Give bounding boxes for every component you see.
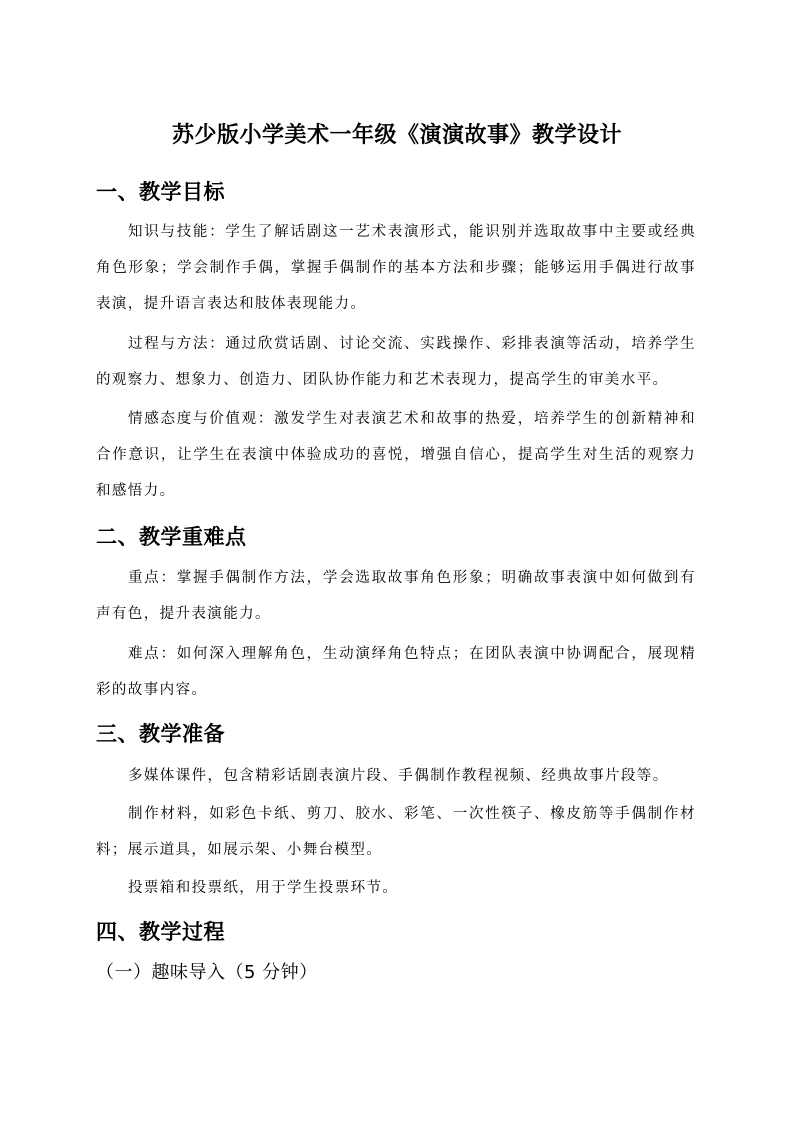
paragraph-emotion-values: 情感态度与价值观：激发学生对表演艺术和故事的热爱，培养学生的创新精神和合作意识，让学生在表演中体验成功的喜悦，增强自信心，提高学生对生活的观察力和感悟力。 [96, 411, 696, 499]
section-heading-preparation: 三、教学准备 [96, 722, 225, 746]
paragraph-key-point: 重点：掌握手偶制作方法，学会选取故事角色形象；明确故事表演中如何做到有声有色，提升表演能力。 [96, 570, 696, 622]
paragraph-ballot-box: 投票箱和投票纸，用于学生投票环节。 [128, 880, 399, 896]
subsection-heading-intro: （一）趣味导入（5 分钟） [96, 962, 318, 983]
paragraph-difficulty: 难点：如何深入理解角色，生动演绎角色特点；在团队表演中协调配合，展现精彩的故事内容。 [96, 646, 696, 698]
section-heading-process: 四、教学过程 [96, 920, 225, 944]
document-title: 苏少版小学美术一年级《演演故事》教学设计 [171, 123, 622, 148]
paragraph-materials: 制作材料，如彩色卡纸、剪刀、胶水、彩笔、一次性筷子、橡皮筋等手偶制作材料；展示道具，如展示架、小舞台模型。 [96, 806, 696, 858]
paragraph-multimedia: 多媒体课件，包含精彩话剧表演片段、手偶制作教程视频、经典故事片段等。 [128, 768, 669, 784]
section-heading-objectives: 一、教学目标 [96, 180, 225, 204]
paragraph-process-methods: 过程与方法：通过欣赏话剧、讨论交流、实践操作、彩排表演等活动，培养学生的观察力、想象力、创造力、团队协作能力和艺术表现力，提高学生的审美水平。 [96, 336, 696, 388]
paragraph-knowledge-skills: 知识与技能：学生了解话剧这一艺术表演形式，能识别并选取故事中主要或经典角色形象；学会制作手偶，掌握手偶制作的基本方法和步骤；能够运用手偶进行故事表演，提升语言表达和肢体表现能力。 [96, 224, 696, 312]
section-heading-key-points: 二、教学重难点 [96, 525, 247, 549]
